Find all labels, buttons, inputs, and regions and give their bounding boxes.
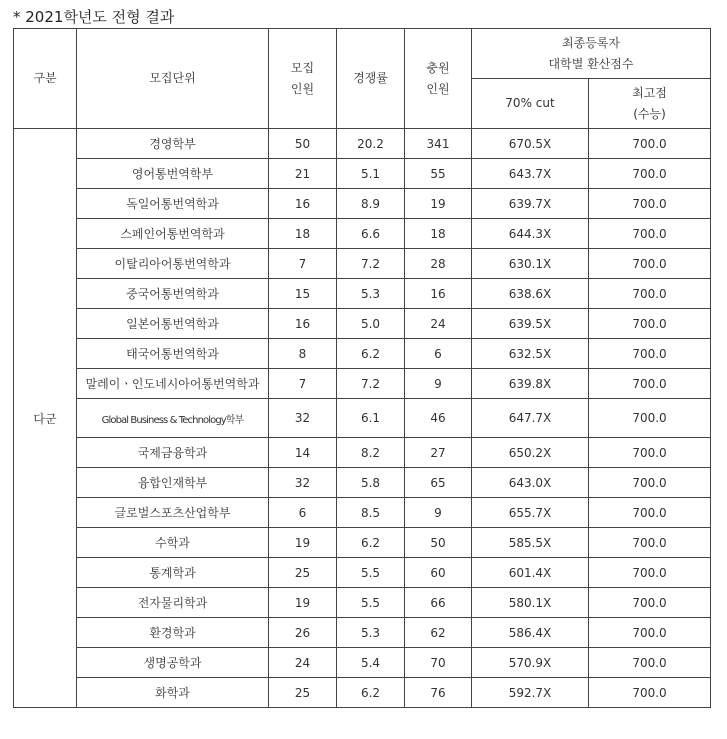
competition-cell: 5.3 (337, 279, 405, 309)
recruit-cell: 25 (269, 558, 337, 588)
max-score-cell: 700.0 (589, 279, 711, 309)
competition-cell: 5.3 (337, 618, 405, 648)
unit-cell: 독일어통번역학과 (77, 189, 269, 219)
cut70-cell: 639.7X (472, 189, 589, 219)
cut70-cell: 643.0X (472, 468, 589, 498)
recruit-cell: 14 (269, 438, 337, 468)
cut70-cell: 632.5X (472, 339, 589, 369)
header-max (589, 79, 711, 129)
table-header (14, 29, 711, 129)
extra-cell: 66 (405, 588, 472, 618)
competition-cell: 6.2 (337, 339, 405, 369)
group-cell: 다군 (14, 129, 77, 708)
table-row (14, 588, 711, 618)
extra-cell: 16 (405, 279, 472, 309)
table-row (14, 648, 711, 678)
recruit-cell: 50 (269, 129, 337, 159)
extra-cell: 65 (405, 468, 472, 498)
max-score-cell: 700.0 (589, 438, 711, 468)
unit-cell: 융합인재학부 (77, 468, 269, 498)
extra-cell: 27 (405, 438, 472, 468)
table-row (14, 309, 711, 339)
table-row (14, 159, 711, 189)
table-row (14, 498, 711, 528)
recruit-cell: 16 (269, 189, 337, 219)
cut70-cell: 639.8X (472, 369, 589, 399)
recruit-cell: 32 (269, 399, 337, 438)
competition-cell: 6.2 (337, 678, 405, 708)
competition-cell: 5.1 (337, 159, 405, 189)
table-row (14, 189, 711, 219)
unit-cell: Global Business & Technology학부 (77, 399, 269, 438)
unit-cell: 수학과 (77, 528, 269, 558)
competition-cell: 5.5 (337, 588, 405, 618)
unit-cell: 영어통번역학부 (77, 159, 269, 189)
header-competition: 경쟁률 (337, 29, 405, 129)
table-row (14, 129, 711, 159)
extra-cell: 60 (405, 558, 472, 588)
max-score-cell: 700.0 (589, 369, 711, 399)
cut70-cell: 630.1X (472, 249, 589, 279)
unit-cell: 이탈리아어통번역학과 (77, 249, 269, 279)
competition-cell: 5.0 (337, 309, 405, 339)
header-recruit-line1: 모집 (290, 60, 315, 75)
header-max-line2: (수능) (633, 106, 666, 121)
extra-cell: 9 (405, 369, 472, 399)
table-row (14, 618, 711, 648)
cut70-cell: 592.7X (472, 678, 589, 708)
recruit-cell: 7 (269, 369, 337, 399)
unit-cell: 국제금융학과 (77, 438, 269, 468)
max-score-cell: 700.0 (589, 588, 711, 618)
extra-cell: 62 (405, 618, 472, 648)
cut70-cell: 601.4X (472, 558, 589, 588)
cut70-cell: 647.7X (472, 399, 589, 438)
max-score-cell: 700.0 (589, 618, 711, 648)
max-score-cell: 700.0 (589, 558, 711, 588)
competition-cell: 7.2 (337, 369, 405, 399)
unit-cell: 글로벌스포츠산업학부 (77, 498, 269, 528)
table-row (14, 339, 711, 369)
extra-cell: 24 (405, 309, 472, 339)
competition-cell: 5.4 (337, 648, 405, 678)
recruit-cell: 19 (269, 528, 337, 558)
header-category: 구분 (14, 29, 77, 129)
cut70-cell: 650.2X (472, 438, 589, 468)
extra-cell: 70 (405, 648, 472, 678)
table-row (14, 219, 711, 249)
extra-cell: 46 (405, 399, 472, 438)
unit-cell: 경영학부 (77, 129, 269, 159)
recruit-cell: 24 (269, 648, 337, 678)
competition-cell: 8.2 (337, 438, 405, 468)
competition-cell: 7.2 (337, 249, 405, 279)
max-score-cell: 700.0 (589, 399, 711, 438)
unit-cell: 태국어통번역학과 (77, 339, 269, 369)
table-row (14, 468, 711, 498)
extra-cell: 76 (405, 678, 472, 708)
header-cut70: 70% cut (472, 79, 589, 129)
extra-cell: 55 (405, 159, 472, 189)
unit-cell: 일본어통번역학과 (77, 309, 269, 339)
extra-cell: 18 (405, 219, 472, 249)
header-recruit-line2: 인원 (290, 81, 315, 96)
cut70-cell: 670.5X (472, 129, 589, 159)
max-score-cell: 700.0 (589, 498, 711, 528)
max-score-cell: 700.0 (589, 219, 711, 249)
max-score-cell: 700.0 (589, 189, 711, 219)
max-score-cell: 700.0 (589, 249, 711, 279)
table-row (14, 438, 711, 468)
recruit-cell: 18 (269, 219, 337, 249)
table-body (14, 129, 711, 708)
unit-cell: 환경학과 (77, 618, 269, 648)
max-score-cell: 700.0 (589, 468, 711, 498)
header-final-line2: 대학별 환산점수 (548, 56, 634, 71)
cut70-cell: 644.3X (472, 219, 589, 249)
recruit-cell: 16 (269, 309, 337, 339)
cut70-cell: 639.5X (472, 309, 589, 339)
unit-cell: 전자물리학과 (77, 588, 269, 618)
recruit-cell: 6 (269, 498, 337, 528)
cut70-cell: 643.7X (472, 159, 589, 189)
recruit-cell: 19 (269, 588, 337, 618)
extra-cell: 6 (405, 339, 472, 369)
max-score-cell: 700.0 (589, 678, 711, 708)
unit-cell: 통계학과 (77, 558, 269, 588)
max-score-cell: 700.0 (589, 309, 711, 339)
competition-cell: 5.8 (337, 468, 405, 498)
competition-cell: 8.9 (337, 189, 405, 219)
unit-cell: 생명공학과 (77, 648, 269, 678)
table-row (14, 249, 711, 279)
header-extra-line2: 인원 (426, 81, 450, 96)
recruit-cell: 8 (269, 339, 337, 369)
extra-cell: 28 (405, 249, 472, 279)
recruit-cell: 32 (269, 468, 337, 498)
competition-cell: 5.5 (337, 558, 405, 588)
header-final-line1: 최종등록자 (562, 35, 620, 50)
header-recruit (269, 29, 337, 129)
header-extra-line1: 충원 (426, 60, 450, 75)
cut70-cell: 585.5X (472, 528, 589, 558)
recruit-cell: 15 (269, 279, 337, 309)
unit-cell: 말레이ㆍ인도네시아어통번역학과 (77, 369, 269, 399)
table-row (14, 678, 711, 708)
recruit-cell: 25 (269, 678, 337, 708)
competition-cell: 20.2 (337, 129, 405, 159)
max-score-cell: 700.0 (589, 648, 711, 678)
cut70-cell: 580.1X (472, 588, 589, 618)
unit-cell: 중국어통번역학과 (77, 279, 269, 309)
competition-cell: 6.6 (337, 219, 405, 249)
admission-results-table (13, 28, 711, 708)
table-row (14, 558, 711, 588)
max-score-cell: 700.0 (589, 339, 711, 369)
cut70-cell: 638.6X (472, 279, 589, 309)
extra-cell: 341 (405, 129, 472, 159)
max-score-cell: 700.0 (589, 528, 711, 558)
cut70-cell: 570.9X (472, 648, 589, 678)
unit-cell: 스페인어통번역학과 (77, 219, 269, 249)
table-row (14, 279, 711, 309)
table-caption: * 2021학년도 전형 결과 (13, 8, 175, 26)
competition-cell: 6.1 (337, 399, 405, 438)
competition-cell: 8.5 (337, 498, 405, 528)
header-unit: 모집단위 (77, 29, 269, 129)
table-row (14, 369, 711, 399)
max-score-cell: 700.0 (589, 129, 711, 159)
header-max-line1: 최고점 (632, 85, 667, 100)
recruit-cell: 26 (269, 618, 337, 648)
recruit-cell: 21 (269, 159, 337, 189)
cut70-cell: 655.7X (472, 498, 589, 528)
header-final-score (472, 29, 711, 79)
unit-cell: 화학과 (77, 678, 269, 708)
table-row (14, 528, 711, 558)
header-extra (405, 29, 472, 129)
extra-cell: 9 (405, 498, 472, 528)
max-score-cell: 700.0 (589, 159, 711, 189)
competition-cell: 6.2 (337, 528, 405, 558)
extra-cell: 50 (405, 528, 472, 558)
extra-cell: 19 (405, 189, 472, 219)
table-row (14, 399, 711, 438)
cut70-cell: 586.4X (472, 618, 589, 648)
recruit-cell: 7 (269, 249, 337, 279)
